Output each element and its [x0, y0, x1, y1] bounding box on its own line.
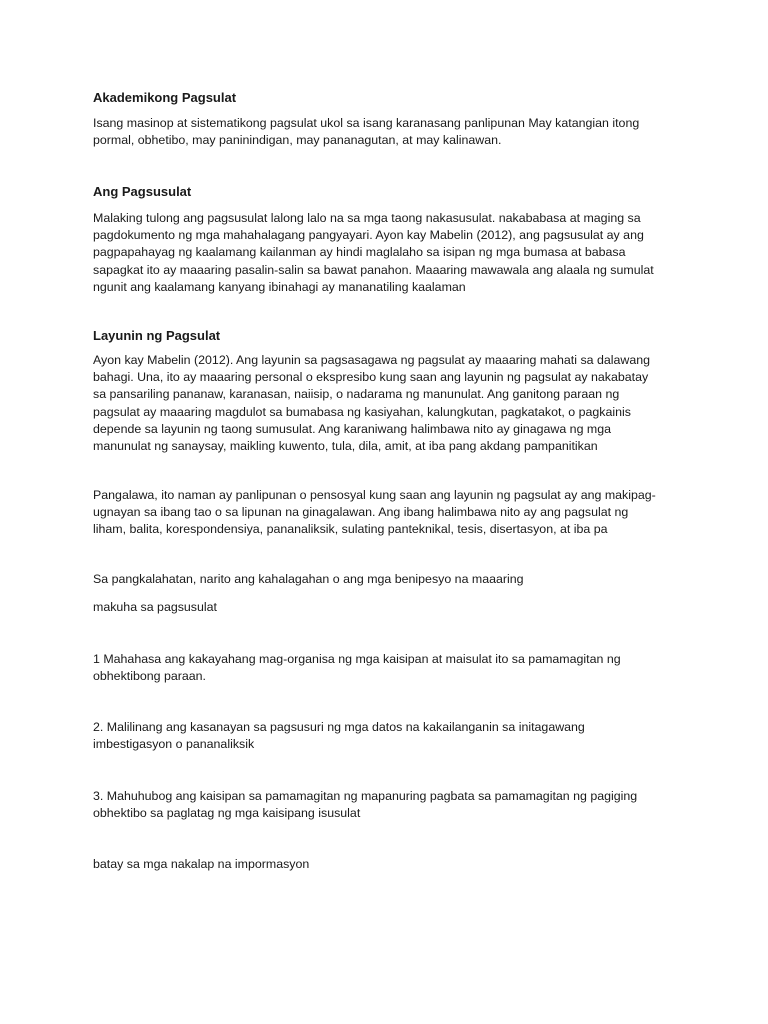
intro-paragraph: Isang masinop at sistematikong pagsulat ukol sa isang karanasang panlipunan May katangian itong pormal, obhetibo, may paninindigan, may pananagutan, at may kalinawan.	[93, 116, 640, 148]
document-title: Akademikong Pagsulat	[93, 90, 237, 105]
list-item-3: 3. Mahuhubog ang kaisipan sa pamamagitan ng mapanuring pagbata sa pamamagitan ng pagiging obhektibo sa paglatag ng mga kaisipang isusulat	[93, 789, 638, 821]
list-item-1: 1 Mahahasa ang kakayahang mag-organisa ng mga kaisipan at maisulat ito sa pamamagitan ng obhektibong paraan.	[93, 652, 621, 684]
paragraph-pangalawa: Pangalawa, ito naman ay panlipunan o pensosyal kung saan ang layunin ng pagsulat ay ang makipag- ugnayan sa ibang tao o sa lipunan na ginagalawan. Ang ibang halimbawa nito ay ang pagsulat ng liham, balita, korespondensiya, pananaliksik, sulating panteknikal, tesis, disertasyon, at iba pa	[93, 488, 656, 537]
summary-line-2: makuha sa pagsusulat	[93, 600, 217, 614]
list-item-2: 2. Malilinang ang kasanayan sa pagsusuri ng mga datos na kakailanganin sa initagawang imbestigasyon o pananaliksik	[93, 720, 585, 752]
section-heading-ang-pagsusulat: Ang Pagsusulat	[93, 184, 192, 199]
paragraph-layunin: Ayon kay Mabelin (2012). Ang layunin sa pagsasagawa ng pagsulat ay maaaring mahati sa dalawang bahagi. Una, ito ay maaaring personal o ekspresibo kung saan ang layunin ng pagsulat ay nakabatay sa pansariling pananaw, karanasan, naiisip, o nadarama ng manunulat. Ang ganitong paraan ng pagsulat ay maaaring magdulot sa bumabasa ng kasiyahan, kalungkutan, pagkatakot, o pagkainis depende sa layunin ng taong sumusulat. Ang karaniwang halimbawa nito ay ginagawa ng mga manunulat ng sanaysay, maikling kuwento, tula, dila, amit, at iba pang akdang pampanitikan	[93, 353, 651, 454]
section-heading-layunin: Layunin ng Pagsulat	[93, 328, 221, 343]
summary-line-1: Sa pangkalahatan, narito ang kahalagahan o ang mga benipesyo na maaaring	[93, 572, 524, 586]
closing-line: batay sa mga nakalap na impormasyon	[93, 857, 310, 871]
paragraph-ang-pagsusulat: Malaking tulong ang pagsusulat lalong lalo na sa mga taong nakasusulat. nakababasa at maging sa pagdokumento ng mga mahahalagang pangyayari. Ayon kay Mabelin (2012), ang pagsusulat ay ang pagpapahayag ng kaalamang kailanman ay hindi maglalaho sa isipan ng mga bumasa at babasa sapagkat ito ay maaaring pasalin-salin sa bawat panahon. Maaaring mawawala ang alaala ng sumulat ngunit ang kaalamang kanyang ibinahagi ay mananatiling kaalaman	[93, 211, 654, 294]
